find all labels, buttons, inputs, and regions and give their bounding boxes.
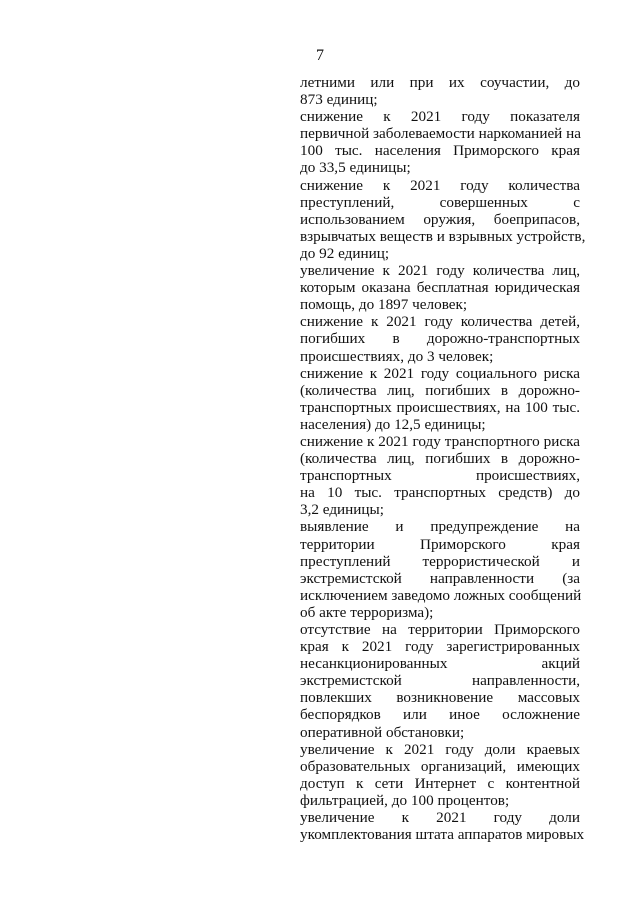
- text-line: на 10 тыс. транспортных средств) до: [300, 484, 580, 502]
- text-line: преступлений, совершенных с: [300, 193, 580, 211]
- text-line: помощь, до 1897 человек;: [300, 296, 468, 314]
- page-number: 7: [316, 47, 324, 64]
- text-line: до 33,5 единицы;: [300, 159, 411, 177]
- text-line: исключением заведомо ложных сообщений: [300, 586, 582, 604]
- text-line: 100 тыс. населения Приморского края: [300, 142, 580, 160]
- text-line: снижение к 2021 году показателя: [300, 108, 580, 126]
- text-line: края к 2021 году зарегистрированных: [300, 638, 580, 656]
- text-line: (количества лиц, погибших в дорожно-: [300, 450, 580, 468]
- text-line: (количества лиц, погибших в дорожно-: [300, 381, 580, 399]
- text-line: населения) до 12,5 единицы;: [300, 415, 486, 433]
- text-line: выявление и предупреждение на: [300, 518, 580, 536]
- text-line: снижение к 2021 году количества детей,: [300, 313, 580, 331]
- text-line: повлекших возникновение массовых: [300, 689, 580, 707]
- text-line: территории Приморского края: [300, 535, 580, 553]
- text-line: об акте терроризма);: [300, 603, 434, 621]
- text-line: увеличение к 2021 году доли: [300, 809, 580, 827]
- text-line: оперативной обстановки;: [300, 723, 465, 741]
- text-line: экстремистской направленности (за: [300, 569, 580, 587]
- text-line: преступлений террористической и: [300, 552, 580, 570]
- text-line: экстремистской направленности,: [300, 672, 580, 690]
- text-line: укомплектования штата аппаратов мировых: [300, 826, 585, 844]
- text-line: отсутствие на территории Приморского: [300, 621, 580, 638]
- text-line: образовательных организаций, имеющих: [300, 757, 580, 775]
- text-line: взрывчатых веществ и взрывных устройств,: [300, 227, 586, 245]
- text-line: 3,2 единицы;: [300, 501, 384, 519]
- text-line: которым оказана бесплатная юридическая: [300, 279, 580, 297]
- text-line: 873 единиц;: [300, 91, 378, 109]
- text-line: беспорядков или иное осложнение: [300, 706, 580, 724]
- text-line: фильтрацией, до 100 процентов;: [300, 791, 510, 809]
- text-line: увеличение к 2021 году количества лиц,: [300, 262, 580, 280]
- text-line: снижение к 2021 году количества: [300, 176, 580, 194]
- text-line: происшествиях, до 3 человек;: [300, 347, 494, 365]
- text-line: летними или при их соучастии, до: [300, 74, 580, 91]
- text-line: несанкционированных акций: [300, 655, 580, 673]
- text-line: транспортных происшествиях, на 100 тыс.: [300, 398, 580, 416]
- text-line: первичной заболеваемости наркоманией на: [300, 125, 581, 143]
- text-line: увеличение к 2021 году доли краевых: [300, 740, 580, 758]
- text-line: до 92 единиц;: [300, 244, 390, 262]
- text-line: доступ к сети Интернет с контентной: [300, 774, 580, 792]
- document-body: [300, 74, 586, 844]
- text-line: использованием оружия, боеприпасов,: [300, 210, 580, 228]
- text-line: снижение к 2021 году транспортного риска: [300, 432, 580, 450]
- text-line: погибших в дорожно-транспортных: [300, 330, 580, 348]
- text-line: снижение к 2021 году социального риска: [300, 364, 580, 382]
- text-line: транспортных происшествиях,: [300, 467, 580, 485]
